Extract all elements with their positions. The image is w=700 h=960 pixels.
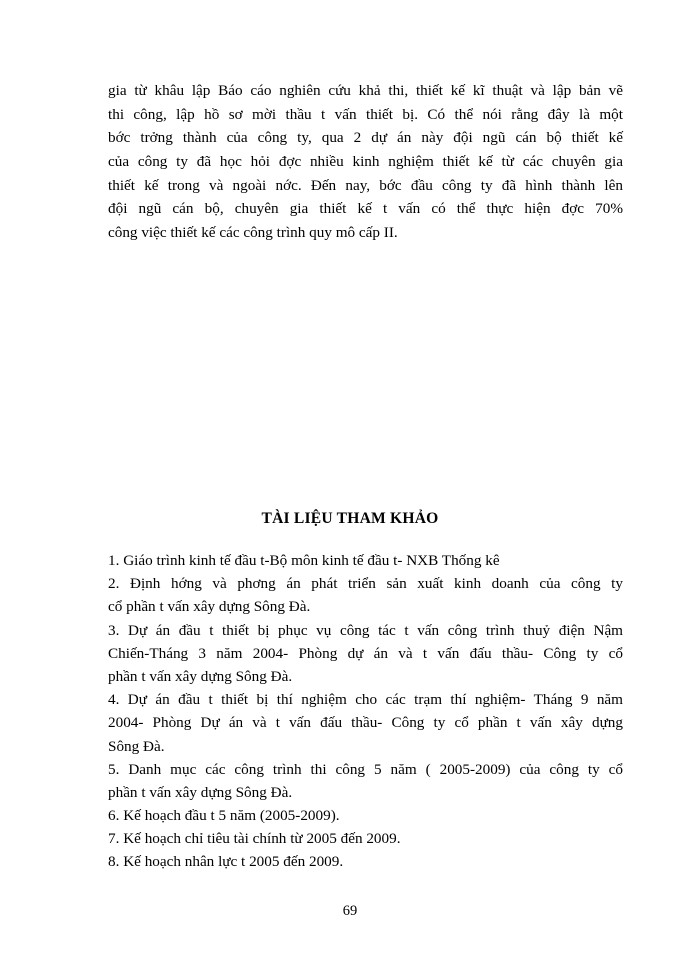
- reference-line: Chiến-Tháng 3 năm 2004- Phòng dự án và t vấn đấu thầu- Công ty cổ: [108, 644, 623, 662]
- paragraph-line: thi công, lập hồ sơ mời thầu t vấn thiết bị. Có thể nói rằng đây là một: [108, 105, 623, 123]
- reference-line: 3. Dự án đầu t thiết bị phục vụ công tác t vấn công trình thuỷ điện Nậm: [108, 621, 623, 639]
- reference-line: 2004- Phòng Dự án và t vấn đấu thầu- Công ty cổ phần t vấn xây dựng: [108, 714, 623, 732]
- paragraph-line: bớc trởng thành của công ty, qua 2 dự án này đội ngũ cán bộ thiết kế: [108, 129, 623, 147]
- paragraph-line: đội ngũ cán bộ, chuyên gia thiết kế t vấn có thể thực hiện đợc 70%: [108, 200, 623, 218]
- paragraph-line: của công ty đã học hỏi đợc nhiều kinh nghiệm thiết kế từ các chuyên gia: [108, 153, 623, 171]
- paragraph-line: công việc thiết kế các công trình quy mô cấp II.: [108, 224, 398, 242]
- reference-line: cổ phần t vấn xây dựng Sông Đà.: [108, 598, 311, 616]
- reference-line: 2. Định hớng và phơng án phát triển sản xuất kinh doanh của công ty: [108, 575, 623, 593]
- paragraph-line: thiết kế trong và ngoài nớc. Đến nay, bớc đầu công ty đã hình thành lên: [108, 176, 623, 194]
- body-paragraph: [108, 79, 623, 245]
- reference-line: phần t vấn xây dựng Sông Đà.: [108, 667, 293, 685]
- reference-line: 7. Kế hoạch chỉ tiêu tài chính từ 2005 đến 2009.: [108, 830, 401, 848]
- references-heading: TÀI LIỆU THAM KHẢO: [261, 510, 439, 527]
- reference-line: Sông Đà.: [108, 737, 165, 755]
- reference-line: 8. Kế hoạch nhân lực t 2005 đến 2009.: [108, 853, 344, 871]
- page-number: 69: [342, 903, 358, 919]
- reference-line: 5. Danh mục các công trình thi công 5 năm ( 2005-2009) của công ty cổ: [108, 760, 623, 778]
- references-list: [108, 549, 623, 874]
- reference-line: phần t vấn xây dựng Sông Đà.: [108, 783, 293, 801]
- reference-line: 1. Giáo trình kinh tế đầu t-Bộ môn kinh tế đầu t- NXB Thống kê: [108, 552, 500, 569]
- reference-line: 6. Kế hoạch đầu t 5 năm (2005-2009).: [108, 807, 340, 825]
- paragraph-line: gia từ khâu lập Báo cáo nghiên cứu khả thi, thiết kế kĩ thuật và lập bản vẽ: [108, 82, 623, 99]
- reference-line: 4. Dự án đầu t thiết bị thí nghiệm cho các trạm thí nghiệm- Tháng 9 năm: [108, 691, 623, 709]
